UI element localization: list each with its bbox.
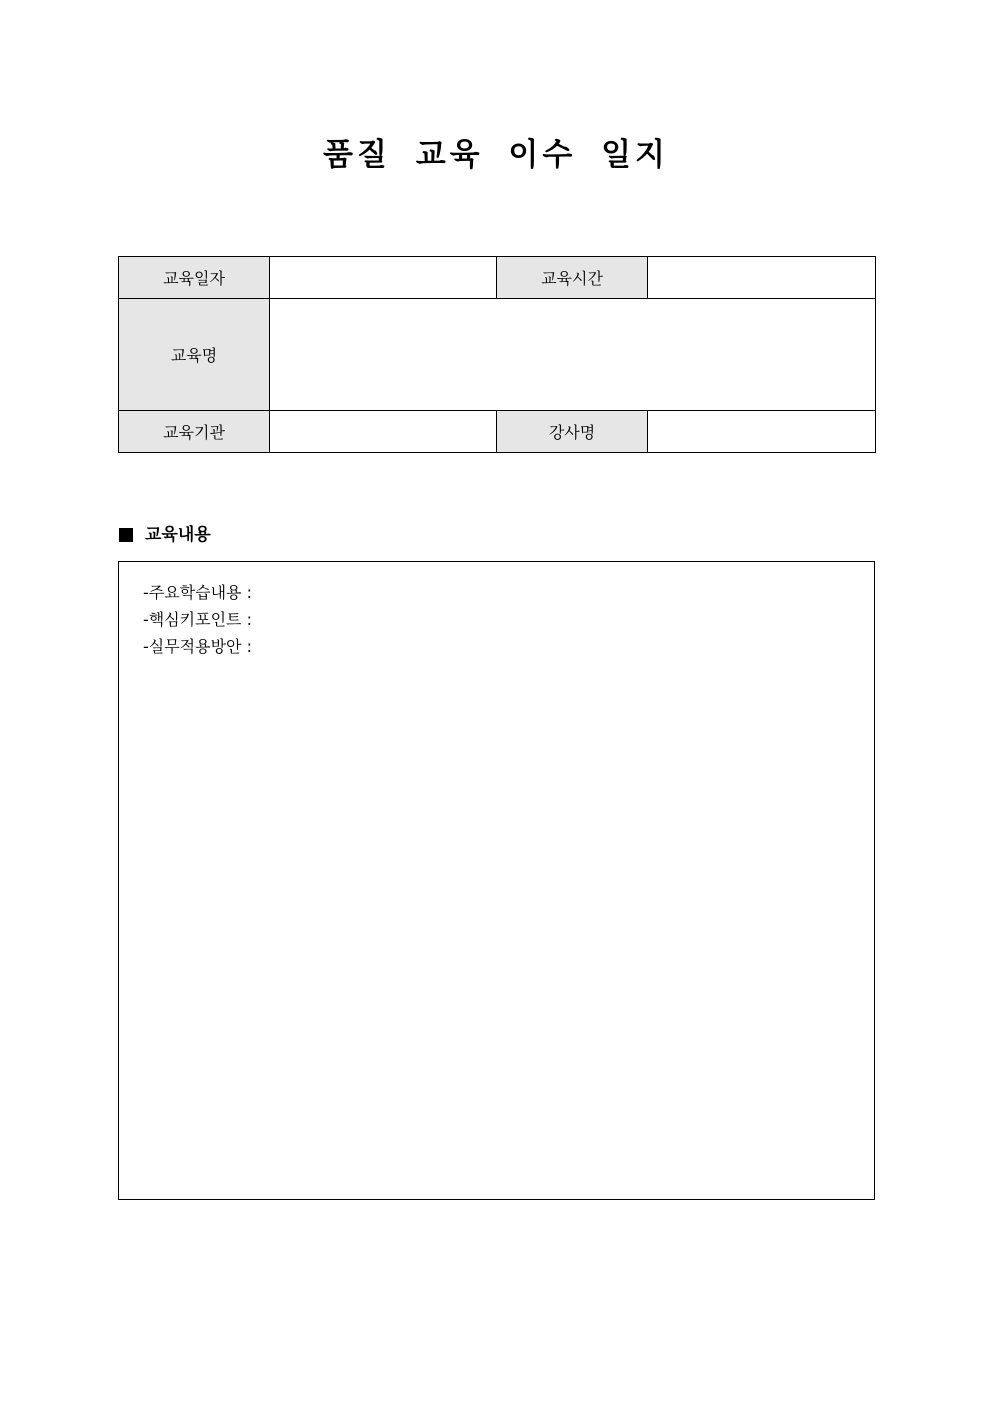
instructor-label: 강사명: [497, 411, 648, 453]
section-heading-text: 교육내용: [145, 525, 211, 545]
section-heading: [119, 522, 211, 548]
course-name-field[interactable]: [270, 299, 876, 411]
instructor-field[interactable]: [648, 411, 876, 453]
institution-field[interactable]: [270, 411, 497, 453]
course-name-label: 교육명: [119, 299, 270, 411]
date-field[interactable]: [270, 257, 497, 299]
institution-label: 교육기관: [119, 411, 270, 453]
page-title: 품질 교육 이수 일지: [323, 137, 669, 173]
education-info-table: [118, 256, 876, 453]
time-field[interactable]: [648, 257, 876, 299]
content-line-application-plan: -실무적용방안 :: [143, 637, 252, 656]
date-label: 교육일자: [119, 257, 270, 299]
content-line-main-learning: -주요학습내용 :: [143, 583, 252, 602]
table-row: [119, 257, 876, 299]
content-line-key-points: -핵심키포인트 :: [143, 610, 252, 629]
education-content-box[interactable]: [118, 561, 875, 1200]
time-label: 교육시간: [497, 257, 648, 299]
content-lines: [143, 579, 252, 660]
square-bullet-icon: [119, 528, 133, 542]
table-row: [119, 411, 876, 453]
table-row: [119, 299, 876, 411]
